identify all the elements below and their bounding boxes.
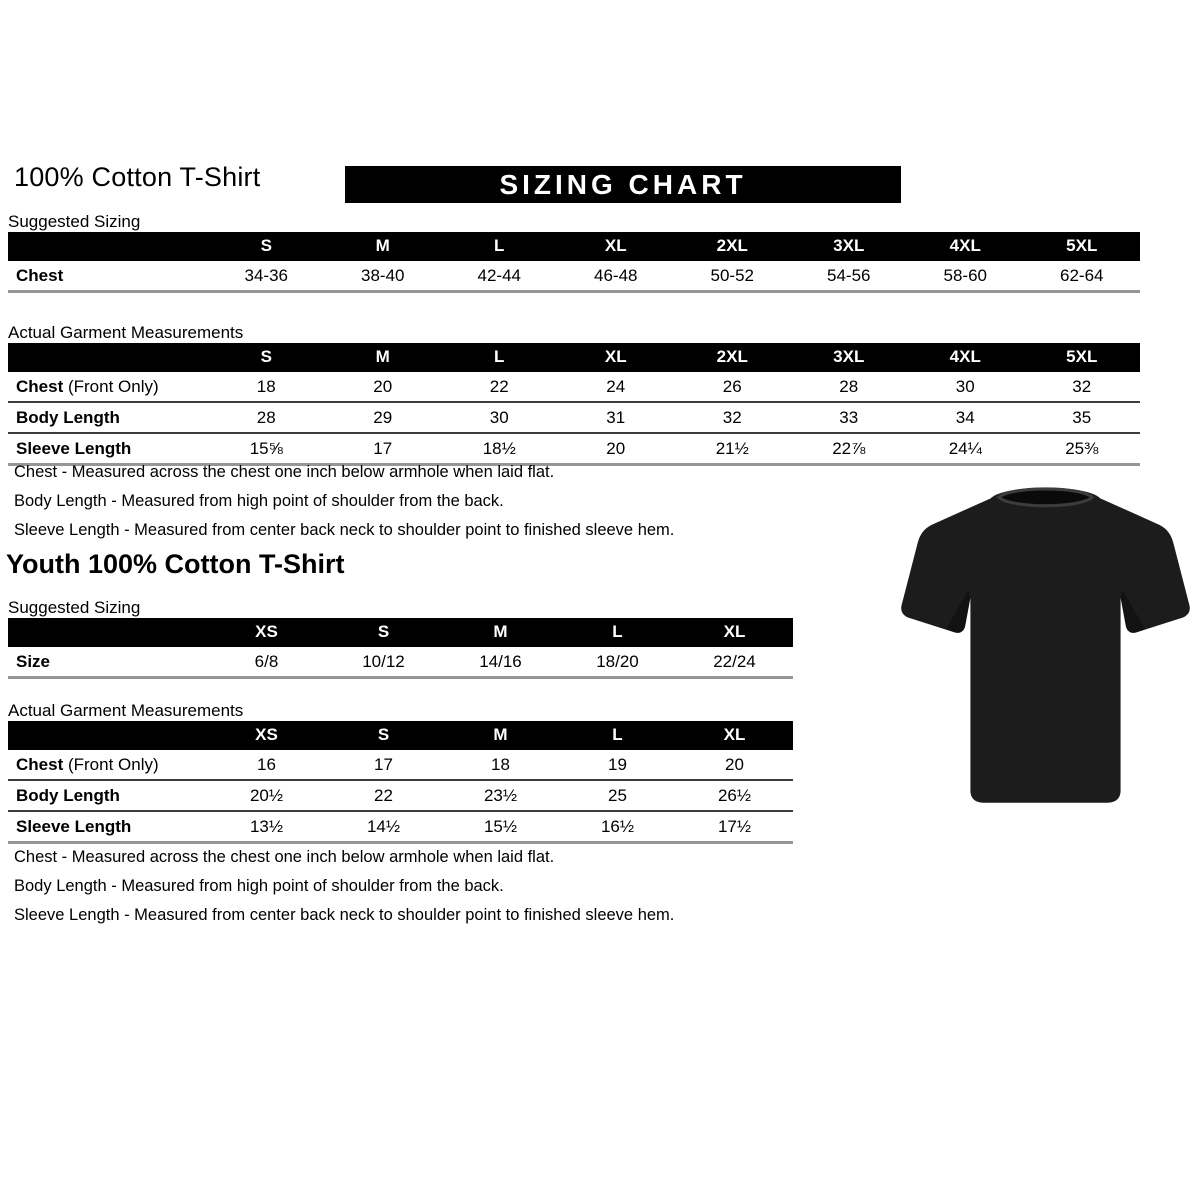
table-row — [8, 647, 793, 678]
tshirt-svg — [893, 476, 1198, 821]
cell: 50-52 — [710, 266, 754, 285]
cell: 32 — [1072, 377, 1092, 396]
cell: 20 — [725, 755, 744, 774]
youth-notes — [14, 848, 674, 935]
cell: 34 — [955, 408, 975, 427]
size-col-header: 3XL — [791, 232, 908, 261]
size-col-header: M — [442, 721, 559, 750]
table-row — [8, 372, 1140, 402]
adult-suggested-table — [8, 232, 1140, 293]
size-col-header: 4XL — [907, 343, 1024, 372]
size-col-header: XS — [208, 721, 325, 750]
tshirt-collar — [999, 489, 1092, 506]
size-col-header: S — [208, 343, 325, 372]
cell: 33 — [839, 408, 859, 427]
cell: 46-48 — [594, 266, 638, 285]
size-col-header: M — [325, 343, 442, 372]
cell: 13½ — [249, 817, 284, 836]
table-row — [8, 433, 1140, 465]
size-col-header: M — [442, 618, 559, 647]
cell: 32 — [722, 408, 742, 427]
youth-suggested-table — [8, 618, 793, 679]
cell: 31 — [606, 408, 626, 427]
corner-cell — [8, 343, 208, 372]
cell: 15⅝ — [249, 439, 283, 458]
size-col-header: L — [441, 232, 558, 261]
cell: 22⅞ — [832, 439, 866, 458]
cell: 22 — [489, 377, 509, 396]
corner-cell — [8, 721, 208, 750]
cell: 28 — [839, 377, 859, 396]
size-col-header: 5XL — [1024, 232, 1141, 261]
cell: 15½ — [483, 817, 518, 836]
cell: 24 — [606, 377, 626, 396]
cell: 16½ — [600, 817, 635, 836]
adult-actual-label: Actual Garment Measurements — [8, 323, 244, 342]
cell: 18½ — [482, 439, 516, 458]
size-col-header: L — [559, 618, 676, 647]
size-col-header: 2XL — [674, 343, 791, 372]
cell: 17½ — [717, 817, 752, 836]
cell: 17 — [374, 755, 393, 774]
row-label: Body Length — [16, 786, 120, 805]
row-label: Body Length — [16, 408, 120, 427]
cell: 58-60 — [943, 266, 987, 285]
cell: 28 — [256, 408, 276, 427]
size-col-header: 2XL — [674, 232, 791, 261]
row-label: Size — [16, 652, 51, 671]
header-row — [8, 721, 793, 750]
cell: 22/24 — [713, 652, 756, 671]
cell: 10/12 — [362, 652, 405, 671]
cell: 20½ — [249, 786, 284, 805]
size-col-header: XL — [558, 343, 675, 372]
size-col-header: S — [208, 232, 325, 261]
size-col-header: XS — [208, 618, 325, 647]
header-row — [8, 618, 793, 647]
tshirt-image — [893, 476, 1198, 821]
corner-cell — [8, 232, 208, 261]
row-label: Chest — [16, 266, 64, 285]
cell: 34-36 — [244, 266, 288, 285]
adult-suggested-label: Suggested Sizing — [8, 212, 141, 231]
note-chest: Chest - Measured across the chest one inch below armhole when laid flat. — [14, 848, 555, 866]
cell: 25 — [608, 786, 627, 805]
size-col-header: S — [325, 721, 442, 750]
size-col-header: XL — [676, 721, 793, 750]
size-col-header: 4XL — [907, 232, 1024, 261]
cell: 30 — [955, 377, 975, 396]
size-col-header: 3XL — [791, 343, 908, 372]
adult-notes — [14, 463, 674, 550]
note-sleeve-length: Sleeve Length - Measured from center back neck to shoulder point to finished sleeve hem. — [14, 906, 675, 924]
note-body-length: Body Length - Measured from high point of shoulder from the back. — [14, 492, 504, 510]
cell: 26½ — [717, 786, 752, 805]
row-label: Sleeve Length — [16, 817, 132, 836]
cell: 30 — [489, 408, 509, 427]
cell: 20 — [373, 377, 393, 396]
cell: 38-40 — [361, 266, 405, 285]
cell: 62-64 — [1060, 266, 1104, 285]
youth-title: Youth 100% Cotton T-Shirt — [6, 549, 345, 579]
cell: 25⅜ — [1065, 439, 1099, 458]
note-chest: Chest - Measured across the chest one inch below armhole when laid flat. — [14, 463, 555, 481]
youth-actual-label: Actual Garment Measurements — [8, 701, 244, 720]
youth-actual-table — [8, 721, 793, 844]
cell: 18/20 — [596, 652, 639, 671]
cell: 19 — [608, 755, 627, 774]
sizing-chart-banner — [345, 166, 901, 203]
table-row — [8, 780, 793, 811]
header-row — [8, 343, 1140, 372]
size-col-header: XL — [558, 232, 675, 261]
table-row — [8, 811, 793, 843]
cell: 6/8 — [254, 652, 279, 671]
row-label: Chest (Front Only) — [16, 377, 159, 396]
cell: 18 — [491, 755, 510, 774]
corner-cell — [8, 618, 208, 647]
cell: 17 — [373, 439, 393, 458]
youth-suggested-label: Suggested Sizing — [8, 598, 141, 617]
table-row — [8, 402, 1140, 433]
page-title: 100% Cotton T-Shirt — [14, 162, 261, 192]
adult-actual-table — [8, 343, 1140, 466]
note-body-length: Body Length - Measured from high point of shoulder from the back. — [14, 877, 504, 895]
cell: 18 — [256, 377, 276, 396]
size-col-header: M — [325, 232, 442, 261]
table-row — [8, 261, 1140, 292]
cell: 23½ — [483, 786, 518, 805]
cell: 14½ — [366, 817, 401, 836]
cell: 21½ — [715, 439, 749, 458]
cell: 24¼ — [948, 439, 982, 458]
cell: 35 — [1072, 408, 1092, 427]
cell: 29 — [373, 408, 393, 427]
row-label: Chest (Front Only) — [16, 755, 159, 774]
size-col-header: XL — [676, 618, 793, 647]
header-row — [8, 232, 1140, 261]
size-col-header: L — [559, 721, 676, 750]
size-col-header: S — [325, 618, 442, 647]
size-col-header: 5XL — [1024, 343, 1141, 372]
size-col-header: L — [441, 343, 558, 372]
row-label: Sleeve Length — [16, 439, 132, 458]
cell: 14/16 — [479, 652, 522, 671]
sizing-chart-banner-text: SIZING CHART — [499, 168, 747, 200]
table-row — [8, 750, 793, 780]
cell: 42-44 — [477, 266, 521, 285]
cell: 16 — [257, 755, 276, 774]
tshirt-body — [901, 488, 1190, 803]
cell: 26 — [722, 377, 742, 396]
note-sleeve-length: Sleeve Length - Measured from center back neck to shoulder point to finished sleeve hem. — [14, 521, 675, 539]
cell: 20 — [606, 439, 626, 458]
cell: 22 — [374, 786, 393, 805]
cell: 54-56 — [827, 266, 871, 285]
